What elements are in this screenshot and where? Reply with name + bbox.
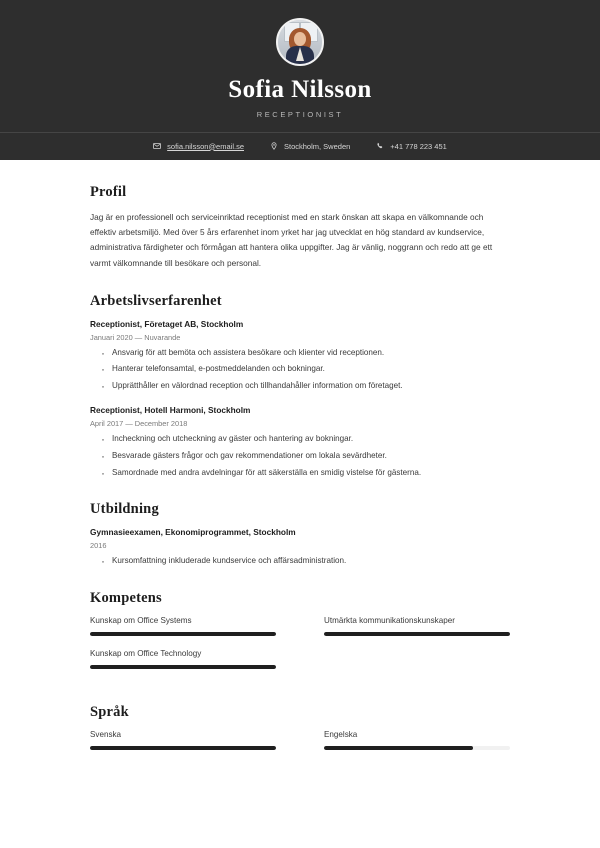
list-item: · Besvarade gästers frågor och gav rekommendationer om lokala sevärdheter.: [112, 450, 510, 463]
skill-bar-fill: [90, 632, 276, 636]
education-dates: 2016: [90, 541, 107, 551]
skill-label: Kunskap om Office Technology: [90, 648, 202, 658]
list-item: · Kursomfattning inkluderade kundservice och affärsadministration.: [112, 555, 510, 568]
language-label: Engelska: [324, 729, 358, 739]
contact-phone: [376, 142, 447, 151]
language-bar-track: [324, 746, 510, 750]
job-dates: Januari 2020 — Nuvarande: [90, 332, 181, 342]
section-heading-experience: Arbetslivserfarenhet: [90, 292, 222, 309]
language-item: [90, 730, 276, 750]
resume-header: [0, 0, 600, 133]
candidate-role: RECEPTIONIST: [256, 109, 344, 119]
list-item: · Hanterar telefonsamtal, e-postmeddelanden och bokningar.: [112, 363, 510, 376]
map-pin-icon: [270, 142, 278, 150]
experience-entry: [90, 405, 510, 479]
skill-bar-fill: [324, 632, 510, 636]
list-item: · Ansvarig för att bemöta och assistera besökare och klienter vid receptionen.: [112, 347, 510, 360]
section-languages: [90, 704, 510, 763]
skill-bar-track: [90, 632, 276, 636]
section-heading-education: Utbildning: [90, 501, 159, 518]
list-item: · Incheckning och utcheckning av gäster och hantering av bokningar.: [112, 433, 510, 446]
profile-text: Jag är en professionell och serviceinriktad receptionist med en stark önskan att skapa en välkomnande och effektiv arbetsmiljö. Med över 5 års erfarenhet inom yrket har jag utvecklat en hög standard av kundservice, administrativa färdigheter och förmågan att hantera olika uppgifter. Jag är vänlig, noggrann och redo att ge ett varmt välkomnande till besökare och personal.: [90, 211, 493, 268]
list-item: · Samordnade med andra avdelningar för att säkerställa en smidig vistelse för gästerna.: [112, 467, 510, 480]
skill-bar-fill: [90, 665, 276, 669]
section-education: [90, 501, 510, 568]
education-entry: [90, 527, 510, 568]
section-profile: [90, 184, 510, 271]
language-bar-fill: [324, 746, 473, 750]
section-heading-profile: Profil: [90, 183, 127, 200]
profile-photo: [278, 20, 322, 64]
envelope-icon: [153, 142, 161, 150]
education-bullets: [90, 555, 510, 568]
skill-item: [324, 616, 510, 636]
avatar: [276, 18, 324, 66]
section-skills: [90, 590, 510, 682]
job-title: Receptionist, Företaget AB, Stockholm: [90, 318, 244, 329]
contact-phone-text: +41 778 223 451: [390, 141, 447, 151]
contact-bar: [0, 133, 600, 160]
skill-label: Kunskap om Office Systems: [90, 615, 192, 625]
skill-item: [90, 616, 276, 636]
contact-location-text: Stockholm, Sweden: [284, 141, 351, 151]
list-item: · Upprätthåller en välordnad reception och tillhandahåller information om företaget.: [112, 380, 510, 393]
skill-label: Utmärkta kommunikationskunskaper: [324, 615, 455, 625]
skill-bar-track: [324, 632, 510, 636]
job-title: Receptionist, Hotell Harmoni, Stockholm: [90, 405, 251, 416]
language-label: Svenska: [90, 729, 122, 739]
languages-grid: [90, 730, 510, 763]
language-item: [324, 730, 510, 750]
education-title: Gymnasieexamen, Ekonomiprogrammet, Stockholm: [90, 527, 296, 538]
section-experience: [90, 293, 510, 479]
language-bar-track: [90, 746, 276, 750]
contact-email-text[interactable]: sofia.nilsson@email.se: [167, 141, 244, 151]
section-heading-skills: Kompetens: [90, 589, 162, 606]
job-bullets: [90, 347, 510, 393]
job-bullets: [90, 433, 510, 479]
experience-entry: [90, 319, 510, 393]
skills-grid: [90, 616, 510, 682]
language-bar-fill: [90, 746, 276, 750]
resume-body: [0, 160, 600, 763]
job-dates: April 2017 — December 2018: [90, 419, 188, 429]
candidate-name: Sofia Nilsson: [228, 76, 372, 103]
phone-icon: [376, 142, 384, 150]
contact-email[interactable]: [153, 142, 244, 151]
skill-item: [90, 649, 276, 669]
skill-bar-track: [90, 665, 276, 669]
contact-location: [270, 142, 350, 151]
section-heading-languages: Språk: [90, 703, 129, 720]
